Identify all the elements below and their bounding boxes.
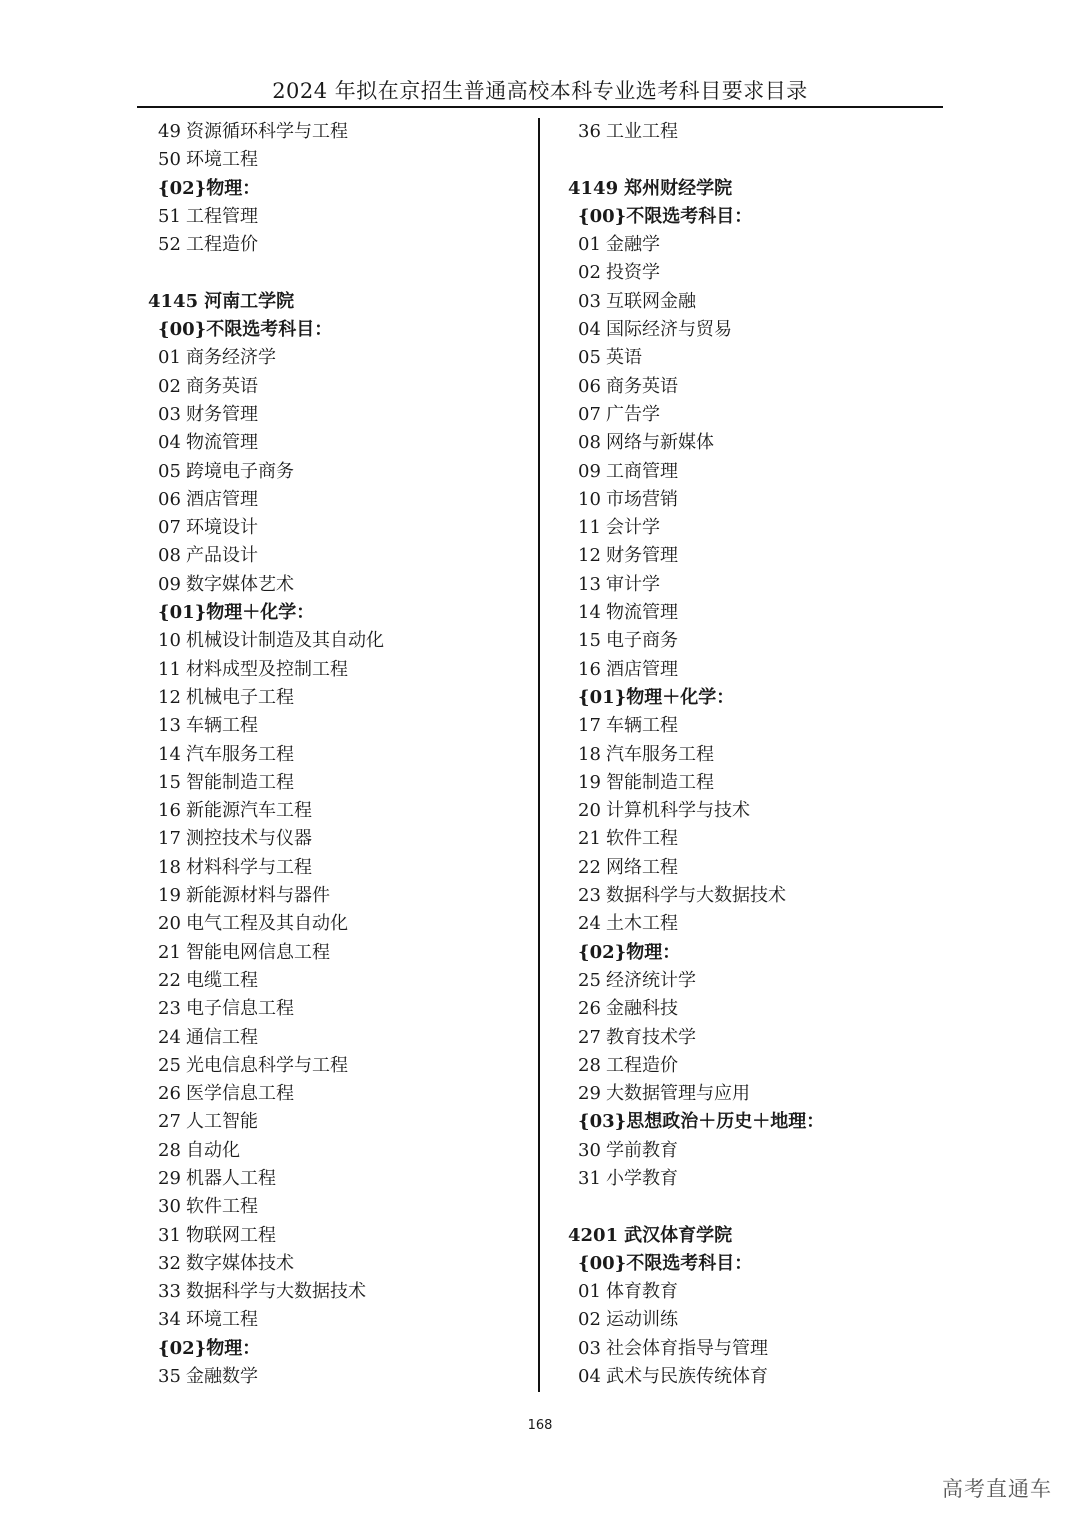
- major-number: 05: [158, 460, 181, 482]
- subject-requirement: {02}物理：: [158, 1337, 261, 1359]
- subject-requirement: {03}思想政治＋历史＋地理：: [578, 1111, 825, 1133]
- major-number: 15: [158, 771, 181, 793]
- major-number: 14: [578, 602, 601, 624]
- major-name: 新能源材料与器件: [186, 885, 330, 907]
- major-number: 02: [578, 262, 601, 284]
- major-number: 10: [158, 630, 181, 652]
- major-number: 11: [578, 517, 601, 539]
- page-title: 2024 年拟在京招生普通高校本科专业选考科目要求目录: [272, 79, 808, 103]
- major-item: [568, 118, 948, 146]
- major-name: 软件工程: [606, 828, 678, 850]
- major-item: [148, 797, 533, 825]
- major-name: 互联网金融: [606, 290, 696, 312]
- major-item: [148, 429, 533, 457]
- major-number: 30: [578, 1139, 601, 1161]
- major-number: 03: [578, 1337, 601, 1359]
- major-name: 网络与新媒体: [606, 432, 714, 454]
- major-name: 机械电子工程: [186, 686, 294, 708]
- major-number: 23: [158, 998, 181, 1020]
- major-item: [148, 1222, 533, 1250]
- major-item: [568, 656, 948, 684]
- major-name: 物联网工程: [186, 1224, 276, 1246]
- major-name: 经济统计学: [606, 969, 696, 991]
- major-item: [148, 656, 533, 684]
- major-name: 工程管理: [186, 205, 258, 227]
- major-name: 工业工程: [606, 121, 678, 142]
- major-number: 20: [158, 913, 181, 935]
- major-number: 04: [578, 1366, 601, 1388]
- major-item: [568, 288, 948, 316]
- major-name: 电气工程及其自动化: [186, 913, 348, 935]
- major-number: 16: [578, 658, 601, 680]
- major-name: 工商管理: [606, 460, 678, 482]
- major-item: [568, 231, 948, 259]
- header-rule: [137, 106, 943, 108]
- major-item: [148, 1080, 533, 1108]
- major-item: [148, 967, 533, 995]
- page-number: 168: [527, 1418, 553, 1433]
- major-number: 51: [158, 205, 181, 227]
- major-item: [148, 1024, 533, 1052]
- subject-requirement: {02}物理：: [578, 941, 681, 963]
- major-item: [568, 316, 948, 344]
- major-number: 25: [578, 969, 601, 991]
- spacer: [148, 259, 533, 287]
- major-item: [148, 1278, 533, 1306]
- major-number: 28: [578, 1054, 601, 1076]
- major-item: [568, 401, 948, 429]
- major-item: [568, 797, 948, 825]
- major-item: [148, 1052, 533, 1080]
- spacer: [568, 146, 948, 174]
- major-number: 19: [158, 885, 181, 907]
- major-item: [148, 401, 533, 429]
- major-number: 01: [578, 234, 601, 256]
- major-number: 21: [158, 941, 181, 963]
- school-name: 河南工学院: [204, 290, 295, 312]
- major-name: 电缆工程: [186, 969, 258, 991]
- major-item: [568, 259, 948, 287]
- major-name: 教育技术学: [606, 1026, 696, 1048]
- major-name: 财务管理: [186, 403, 258, 425]
- right-column: [568, 118, 948, 1391]
- subject-requirement: {01}物理＋化学：: [158, 602, 315, 624]
- school-code: 4145: [148, 290, 199, 312]
- major-item: [568, 571, 948, 599]
- major-number: 09: [158, 573, 181, 595]
- major-number: 27: [158, 1111, 181, 1133]
- column-divider: [538, 118, 540, 1392]
- major-item: [148, 910, 533, 938]
- major-item: [148, 1165, 533, 1193]
- major-number: 07: [578, 403, 601, 425]
- major-number: 01: [158, 347, 181, 369]
- major-number: 06: [578, 375, 601, 397]
- major-item: [568, 1137, 948, 1165]
- major-item: [148, 882, 533, 910]
- major-number: 31: [578, 1167, 601, 1189]
- major-name: 跨境电子商务: [186, 460, 294, 482]
- major-item: [568, 741, 948, 769]
- major-name: 光电信息科学与工程: [186, 1054, 348, 1076]
- major-name: 商务英语: [186, 375, 258, 397]
- major-number: 31: [158, 1224, 181, 1246]
- major-item: [568, 458, 948, 486]
- major-item: [568, 1080, 948, 1108]
- major-name: 测控技术与仪器: [186, 828, 312, 850]
- subject-requirement: {00}不限选考科目：: [578, 1252, 753, 1274]
- major-item: [568, 712, 948, 740]
- major-number: 12: [578, 545, 601, 567]
- major-number: 05: [578, 347, 601, 369]
- major-name: 体育教育: [606, 1281, 678, 1303]
- major-number: 49: [158, 121, 181, 142]
- major-item: [148, 118, 533, 146]
- major-item: [568, 1363, 948, 1391]
- major-number: 02: [158, 375, 181, 397]
- school-name: 武汉体育学院: [624, 1224, 733, 1246]
- major-number: 04: [578, 319, 601, 341]
- major-name: 数字媒体技术: [186, 1252, 294, 1274]
- major-number: 23: [578, 885, 601, 907]
- major-name: 汽车服务工程: [606, 743, 714, 765]
- major-number: 01: [578, 1281, 601, 1303]
- major-item: [148, 1108, 533, 1136]
- major-item: [568, 599, 948, 627]
- major-name: 电子商务: [606, 630, 678, 652]
- major-number: 29: [158, 1167, 181, 1189]
- major-number: 30: [158, 1196, 181, 1218]
- major-number: 14: [158, 743, 181, 765]
- school-heading: [568, 1222, 948, 1250]
- major-name: 机器人工程: [186, 1167, 276, 1189]
- major-number: 17: [578, 715, 601, 737]
- major-item: [148, 1363, 533, 1391]
- major-name: 环境设计: [186, 517, 258, 539]
- major-number: 02: [578, 1309, 601, 1331]
- major-number: 25: [158, 1054, 181, 1076]
- major-name: 医学信息工程: [186, 1083, 294, 1105]
- major-number: 33: [158, 1281, 181, 1303]
- major-item: [568, 1165, 948, 1193]
- major-item: [568, 910, 948, 938]
- major-name: 金融数学: [186, 1366, 258, 1388]
- major-number: 24: [158, 1026, 181, 1048]
- major-number: 03: [158, 403, 181, 425]
- major-name: 通信工程: [186, 1026, 258, 1048]
- major-name: 金融学: [606, 234, 660, 256]
- major-name: 材料成型及控制工程: [186, 658, 348, 680]
- major-item: [148, 939, 533, 967]
- major-item: [148, 1137, 533, 1165]
- major-item: [148, 854, 533, 882]
- major-number: 28: [158, 1139, 181, 1161]
- major-name: 数字媒体艺术: [186, 573, 294, 595]
- major-number: 19: [578, 771, 601, 793]
- major-number: 27: [578, 1026, 601, 1048]
- major-name: 人工智能: [186, 1111, 258, 1133]
- major-name: 小学教育: [606, 1167, 678, 1189]
- subject-requirement: {00}不限选考科目：: [578, 205, 753, 227]
- major-item: [148, 741, 533, 769]
- major-number: 52: [158, 234, 181, 256]
- subject-requirement: {01}物理＋化学：: [578, 686, 735, 708]
- major-item: [568, 967, 948, 995]
- major-name: 资源循环科学与工程: [186, 121, 348, 142]
- major-number: 17: [158, 828, 181, 850]
- major-item: [148, 627, 533, 655]
- major-name: 物流管理: [606, 602, 678, 624]
- major-number: 50: [158, 149, 181, 171]
- major-item: [148, 542, 533, 570]
- major-item: [148, 1250, 533, 1278]
- major-number: 26: [158, 1083, 181, 1105]
- major-item: [568, 1278, 948, 1306]
- major-name: 智能电网信息工程: [186, 941, 330, 963]
- major-item: [568, 854, 948, 882]
- major-number: 15: [578, 630, 601, 652]
- major-item: [568, 1335, 948, 1363]
- major-name: 电子信息工程: [186, 998, 294, 1020]
- major-name: 环境工程: [186, 1309, 258, 1331]
- major-name: 投资学: [606, 262, 660, 284]
- major-item: [148, 684, 533, 712]
- major-name: 智能制造工程: [606, 771, 714, 793]
- major-item: [568, 882, 948, 910]
- major-name: 英语: [606, 347, 642, 369]
- major-number: 09: [578, 460, 601, 482]
- major-item: [148, 231, 533, 259]
- major-name: 软件工程: [186, 1196, 258, 1218]
- major-item: [568, 1052, 948, 1080]
- major-name: 自动化: [186, 1139, 240, 1161]
- major-item: [148, 203, 533, 231]
- major-item: [148, 486, 533, 514]
- major-name: 机械设计制造及其自动化: [186, 630, 384, 652]
- major-number: 29: [578, 1083, 601, 1105]
- left-column: [148, 118, 533, 1391]
- major-item: [568, 769, 948, 797]
- major-number: 20: [578, 800, 601, 822]
- major-number: 24: [578, 913, 601, 935]
- major-item: [568, 542, 948, 570]
- major-name: 运动训练: [606, 1309, 678, 1331]
- major-name: 数据科学与大数据技术: [606, 885, 786, 907]
- major-item: [148, 458, 533, 486]
- subject-requirement: {00}不限选考科目：: [158, 319, 333, 341]
- major-number: 18: [578, 743, 601, 765]
- subject-requirement: {02}物理：: [158, 177, 261, 199]
- major-name: 武术与民族传统体育: [606, 1366, 768, 1388]
- major-item: [568, 995, 948, 1023]
- major-item: [568, 344, 948, 372]
- major-name: 数据科学与大数据技术: [186, 1281, 366, 1303]
- school-code: 4149: [568, 177, 619, 199]
- major-name: 汽车服务工程: [186, 743, 294, 765]
- major-name: 计算机科学与技术: [606, 800, 750, 822]
- major-item: [148, 146, 533, 174]
- major-item: [568, 1306, 948, 1334]
- major-number: 21: [578, 828, 601, 850]
- major-number: 04: [158, 432, 181, 454]
- spacer: [568, 1193, 948, 1221]
- major-item: [148, 344, 533, 372]
- major-item: [568, 486, 948, 514]
- major-name: 审计学: [606, 573, 660, 595]
- major-number: 06: [158, 488, 181, 510]
- major-name: 学前教育: [606, 1139, 678, 1161]
- major-name: 网络工程: [606, 856, 678, 878]
- major-name: 新能源汽车工程: [186, 800, 312, 822]
- major-number: 26: [578, 998, 601, 1020]
- major-name: 商务经济学: [186, 347, 276, 369]
- major-number: 34: [158, 1309, 181, 1331]
- major-name: 财务管理: [606, 545, 678, 567]
- school-name: 郑州财经学院: [624, 177, 733, 199]
- major-name: 环境工程: [186, 149, 258, 171]
- major-name: 材料科学与工程: [186, 856, 312, 878]
- major-number: 12: [158, 686, 181, 708]
- major-name: 产品设计: [186, 545, 258, 567]
- major-item: [568, 514, 948, 542]
- major-number: 32: [158, 1252, 181, 1274]
- school-code: 4201: [568, 1224, 619, 1246]
- major-name: 社会体育指导与管理: [606, 1337, 768, 1359]
- major-name: 广告学: [606, 403, 660, 425]
- major-item: [568, 429, 948, 457]
- major-number: 22: [158, 969, 181, 991]
- major-item: [568, 373, 948, 401]
- major-name: 酒店管理: [606, 658, 678, 680]
- major-number: 13: [158, 715, 181, 737]
- major-name: 智能制造工程: [186, 771, 294, 793]
- major-item: [148, 1193, 533, 1221]
- school-heading: [148, 288, 533, 316]
- major-name: 车辆工程: [606, 715, 678, 737]
- major-name: 工程造价: [606, 1054, 678, 1076]
- major-number: 08: [158, 545, 181, 567]
- major-item: [148, 514, 533, 542]
- major-number: 35: [158, 1366, 181, 1388]
- watermark: 高考直通车: [942, 1477, 1052, 1501]
- major-name: 酒店管理: [186, 488, 258, 510]
- major-item: [148, 712, 533, 740]
- major-name: 土木工程: [606, 913, 678, 935]
- major-name: 市场营销: [606, 488, 678, 510]
- major-number: 18: [158, 856, 181, 878]
- major-item: [148, 825, 533, 853]
- major-item: [148, 995, 533, 1023]
- major-item: [568, 825, 948, 853]
- major-name: 车辆工程: [186, 715, 258, 737]
- major-name: 工程造价: [186, 234, 258, 256]
- major-name: 大数据管理与应用: [606, 1083, 750, 1105]
- major-number: 22: [578, 856, 601, 878]
- major-item: [148, 373, 533, 401]
- major-number: 10: [578, 488, 601, 510]
- major-number: 13: [578, 573, 601, 595]
- major-item: [148, 1306, 533, 1334]
- major-number: 36: [578, 121, 601, 142]
- major-item: [568, 1024, 948, 1052]
- school-heading: [568, 175, 948, 203]
- major-item: [148, 571, 533, 599]
- major-number: 16: [158, 800, 181, 822]
- major-name: 国际经济与贸易: [606, 319, 732, 341]
- major-item: [568, 627, 948, 655]
- major-number: 07: [158, 517, 181, 539]
- major-item: [148, 769, 533, 797]
- major-name: 物流管理: [186, 432, 258, 454]
- major-name: 商务英语: [606, 375, 678, 397]
- major-name: 会计学: [606, 517, 660, 539]
- major-number: 11: [158, 658, 181, 680]
- major-name: 金融科技: [606, 998, 678, 1020]
- major-number: 03: [578, 290, 601, 312]
- major-number: 08: [578, 432, 601, 454]
